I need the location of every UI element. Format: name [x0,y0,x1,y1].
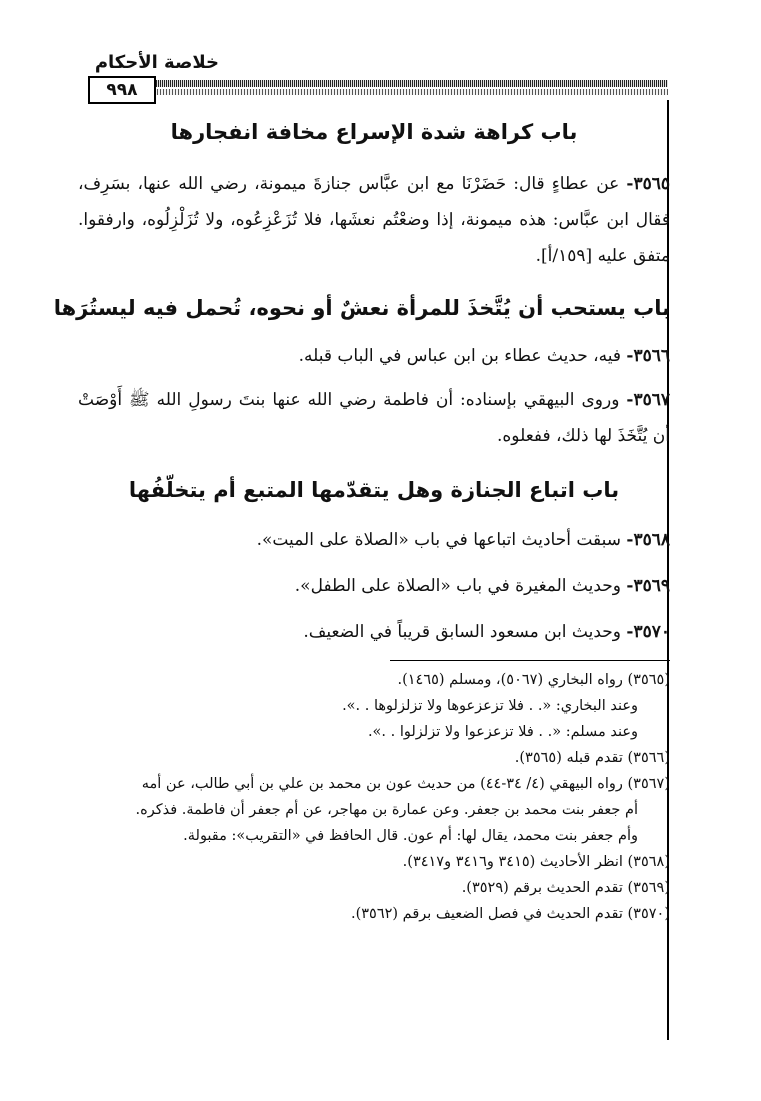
hadith-number: ٣٥٦٦- [626,346,670,366]
hadith-paragraph [78,614,670,650]
hadith-paragraph [78,522,670,558]
chapter-title: باب كراهة شدة الإسراع مخافة انفجارها [170,120,578,144]
footnote-line: (٣٥٦٩) تقدم الحديث برقم (٣٥٢٩). [461,880,670,896]
hadith-text: وحديث ابن مسعود السابق قريباً في الضعيف. [303,622,621,642]
hadith-text: سبقت أحاديث اتباعها في باب «الصلاة على الميت». [256,530,621,550]
hadith-text: فيه، حديث عطاء بن ابن عباس في الباب قبله. [298,346,621,366]
chapter-title: باب اتباع الجنازة وهل يتقدّمها المتبع أم يتخلّفُها [128,478,620,502]
footnote-separator [390,660,670,661]
footnote-line: (٣٥٧٠) تقدم الحديث في فصل الضعيف برقم (٣٥٦٢). [350,906,670,922]
header-ornament-band [88,80,668,87]
hadith-number: ٣٥٦٩- [626,576,670,596]
footnote-line: وأم جعفر بنت محمد، يقال لها: أم عون. قال الحافظ في «التقريب»: مقبولة. [183,828,638,844]
hadith-number: ٣٥٦٧- [626,390,670,410]
footnotes [78,667,670,927]
running-header-title: خلاصة الأحكام [94,52,219,73]
hadith-paragraph [78,338,670,374]
footnote-line: (٣٥٦٨) انظر الأحاديث (٣٤١٥ و٣٤١٦ و٣٤١٧). [402,854,670,870]
footnote-line: (٣٥٦٥) رواه البخاري (٥٠٦٧)، ومسلم (١٤٦٥). [397,672,670,688]
hadith-text: وحديث المغيرة في باب «الصلاة على الطفل». [294,576,621,596]
hadith-text: عن عطاءٍ قال: حَضَرْنَا مع ابن عبَّاس جنازةَ ميمونة، رضي الله عنها، بسَرِف، فقال ابن عبَّاس: هذه ميمونة، إذا وضعْتُم نعشَها، فلا تُزَعْزِعُوه، ولا تُزَلْزِلُوه، وارفقوا. متفق عليه [١٥٩/أ]. [78,174,670,266]
hadith-paragraph [78,382,670,454]
hadith-paragraph [78,568,670,604]
hadith-text: وروى البيهقي بإسناده: أن فاطمة رضي الله عنها بنتَ رسولِ الله ﷺ أَوْصَتْ أن يُتَّخَذَ لها ذلك، ففعلوه. [78,390,670,446]
hadith-number: ٣٥٦٨- [626,530,670,550]
hadith-number: ٣٥٦٥- [626,174,671,194]
hadith-number: ٣٥٧٠- [626,622,670,642]
header-ornament-band-lower [88,89,668,95]
footnote-line: وعند مسلم: «. . فلا تزعزعوا ولا تزلزلوا . .». [367,724,638,740]
footnote-line: (٣٥٦٦) تقدم قبله (٣٥٦٥). [514,750,670,766]
page-number: ٩٩٨ [88,76,156,104]
footnote-line: (٣٥٦٧) رواه البيهقي (٤/ ٣٤-٤٤) من حديث عون بن محمد بن علي بن أبي طالب، عن أمه [141,776,670,792]
page-body [53,120,671,927]
chapter-title: باب يستحب أن يُتَّخذَ للمرأة نعشٌ أو نحوه، تُحمل فيه ليستُرَها [53,296,670,320]
footnote-line: أم جعفر بنت محمد بن جعفر. وعن عمارة بن مهاجر، عن أم جعفر أن فاطمة. فذكره. [135,802,638,818]
footnote-line: وعند البخاري: «. . فلا تزعزعوها ولا تزلزلوها . .». [342,698,638,714]
hadith-paragraph [78,166,670,274]
